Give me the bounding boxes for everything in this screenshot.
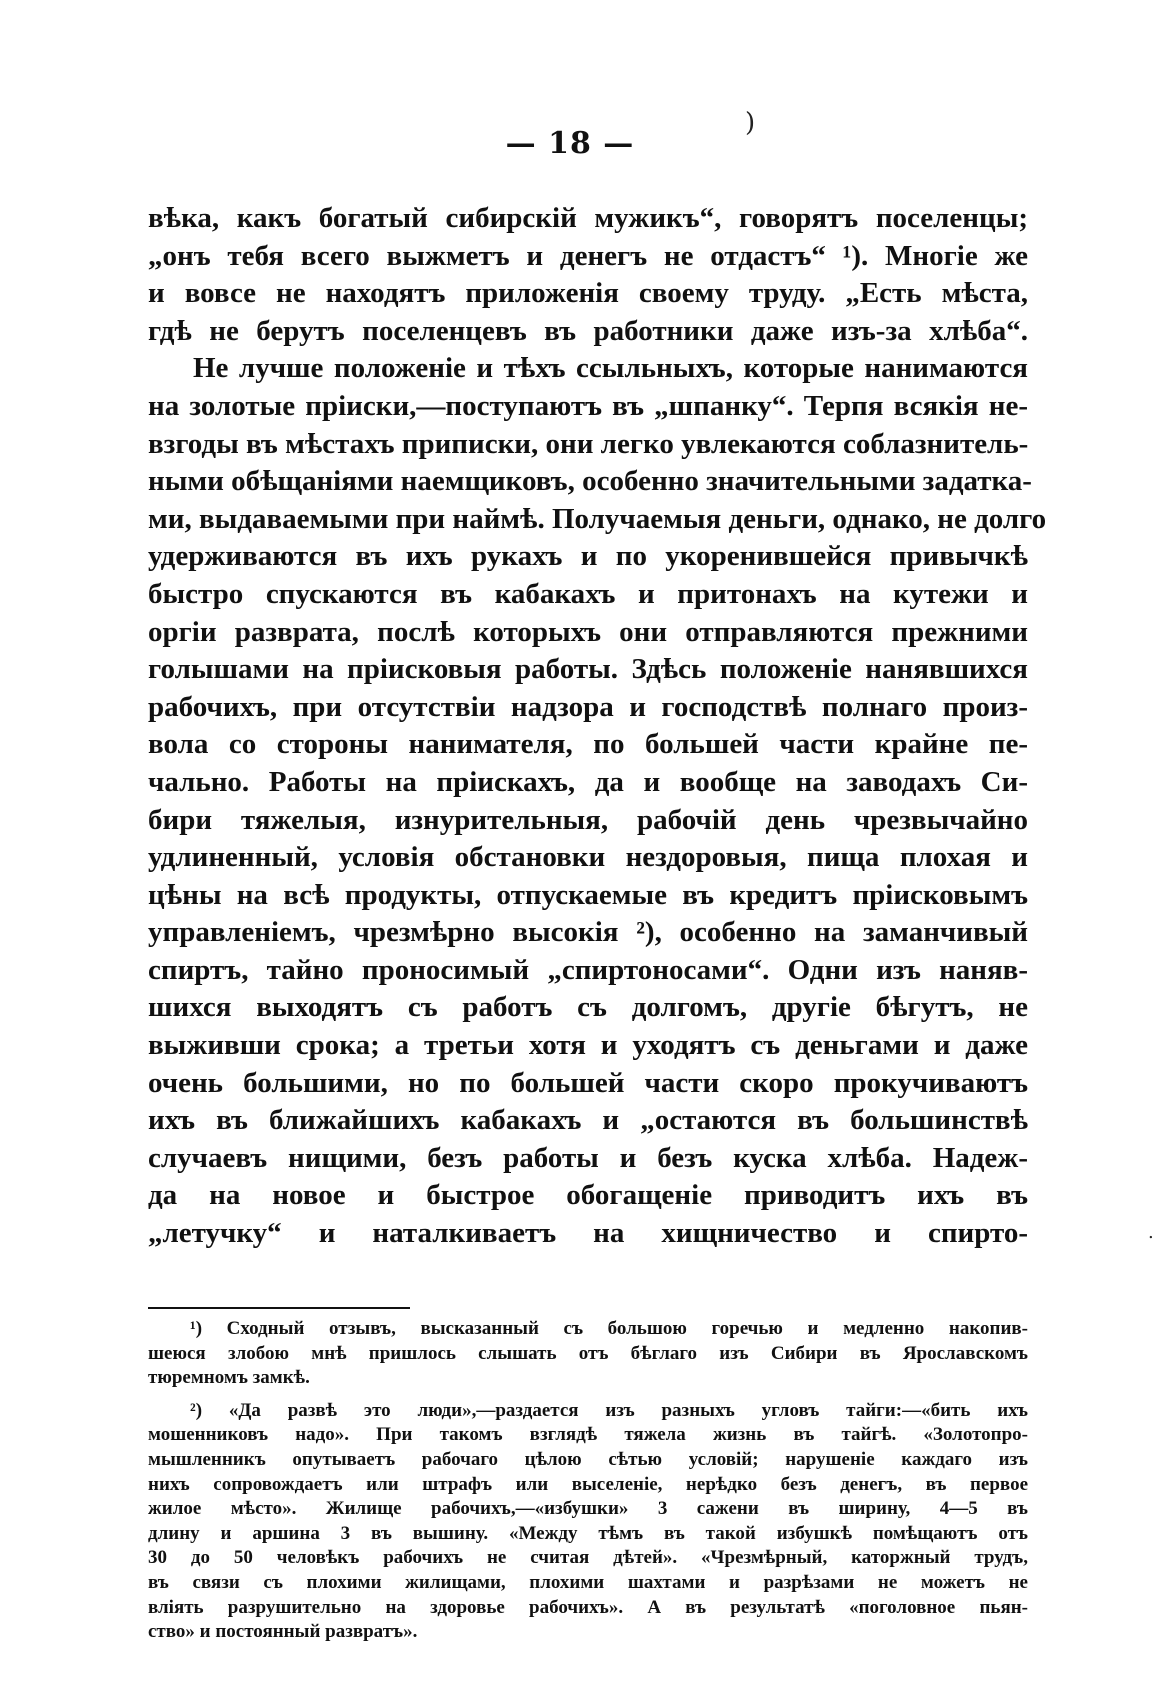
text-line: чально. Работы на пріискахъ, да и вообще на заводахъ Си- bbox=[148, 765, 1028, 798]
text-line: гдѣ не берутъ поселенцевъ въ работники даже изъ-за хлѣба“. bbox=[148, 314, 1028, 347]
text-line: вѣка, какъ богатый сибирскій мужикъ“, говорятъ поселенцы; bbox=[148, 202, 1028, 234]
body-text bbox=[148, 200, 1047, 1253]
text-line: бири тяжелыя, изнурительныя, рабочій день чрезвычайно bbox=[148, 803, 1028, 836]
text-line: цѣны на всѣ продукты, отпускаемые въ кредитъ пріисковымъ bbox=[148, 878, 1028, 911]
footnote-1 bbox=[148, 1317, 1028, 1391]
footnote-line: 30 до 50 человѣкъ рабочихъ не считая дѣтей». «Чрезмѣрный, каторжный трудъ, bbox=[148, 1547, 1028, 1569]
text-line: удлиненный, условія обстановки нездоровыя, пища плохая и bbox=[148, 841, 1028, 874]
footnotes bbox=[148, 1317, 1028, 1645]
text-line: управленіемъ, чрезмѣрно высокія ²), особенно на заманчивый bbox=[148, 916, 1028, 949]
text-line: выживши срока; а третьи хотя и уходятъ съ деньгами и даже bbox=[148, 1029, 1028, 1062]
text-line: вола со стороны нанимателя, по большей части крайне пе- bbox=[148, 728, 1028, 761]
footnote-divider bbox=[148, 1307, 410, 1309]
text-line: быстро спускаются въ кабакахъ и притонахъ на кутежи и bbox=[148, 577, 1028, 610]
text-line: ными обѣщаніями наемщиковъ, особенно значительными задатка- bbox=[148, 465, 1032, 498]
text-line: шихся выходятъ съ работъ съ долгомъ, другіе бѣгутъ, не bbox=[148, 991, 1028, 1024]
footnote-2 bbox=[148, 1399, 1028, 1645]
footnote-line: ство» и постоянный развратъ». bbox=[148, 1621, 418, 1643]
text-line: на золотые пріиски,—поступаютъ въ „шпанку“. Терпя всякія не- bbox=[148, 389, 1028, 422]
text-line: удерживаются въ ихъ рукахъ и по укоренившейся привычкѣ bbox=[148, 540, 1028, 573]
text-line: „летучку“ и наталкиваетъ на хищничество и спирто- bbox=[148, 1217, 1028, 1250]
footnote-line: вліять разрушительно на здоровье рабочихъ». А въ результатѣ «поголовное пьян- bbox=[148, 1596, 1028, 1618]
footnote-line: жилое мѣсто». Жилище рабочихъ,—«избушки» 3 сажени въ ширину, 4—5 въ bbox=[148, 1498, 1028, 1520]
margin-dot: . bbox=[1148, 1222, 1154, 1243]
footnote-line: мошенниковъ надо». При такомъ взглядѣ тяжела жизнь въ тайгѣ. «Золотопро- bbox=[148, 1424, 1028, 1446]
text-line: ихъ въ ближайшихъ кабакахъ и „остаются въ большинствѣ bbox=[148, 1104, 1028, 1137]
text-line: ми, выдаваемыми при наймѣ. Получаемыя деньги, однако, не долго bbox=[148, 502, 1047, 535]
text-line: рабочихъ, при отсутствіи надзора и господствѣ полнаго произ- bbox=[148, 690, 1028, 723]
footnote-line: длину и аршина 3 въ вышину. «Между тѣмъ въ такой избушкѣ помѣщаютъ отъ bbox=[148, 1522, 1028, 1544]
text-line: спиртъ, тайно проносимый „спиртоносами“. Одни изъ наняв- bbox=[148, 953, 1028, 986]
footnote-line: тюремномъ замкѣ. bbox=[148, 1367, 310, 1389]
footnote-line: въ связи съ плохими жилищами, плохими шахтами и разрѣзами не можетъ не bbox=[148, 1571, 1028, 1593]
text-line: случаевъ нищими, безъ работы и безъ куска хлѣба. Надеж- bbox=[148, 1141, 1028, 1174]
footnote-line: нихъ сопровождаетъ или штрафъ или выселеніе, нерѣдко безъ денегъ, въ первое bbox=[148, 1473, 1028, 1495]
text-line: и вовсе не находятъ приложенія своему труду. „Есть мѣста, bbox=[148, 277, 1028, 310]
footnote-gap bbox=[148, 1391, 1028, 1399]
page-number: — 18 — bbox=[505, 126, 635, 161]
text-line: очень большими, но по большей части скоро прокучиваютъ bbox=[148, 1066, 1028, 1099]
text-line: взгоды въ мѣстахъ приписки, они легко увлекаются соблазнитель- bbox=[148, 427, 1029, 460]
text-line: да на новое и быстрое обогащеніе приводитъ ихъ въ bbox=[148, 1179, 1028, 1212]
text-line: Не лучше положеніе и тѣхъ ссыльныхъ, которые нанимаются bbox=[193, 352, 1028, 385]
text-line: голышами на пріисковыя работы. Здѣсь положеніе нанявшихся bbox=[148, 653, 1028, 686]
text-line: „онъ тебя всего выжметъ и денегъ не отдастъ“ ¹). Многіе же bbox=[148, 239, 1028, 272]
footnote-line: ²) «Да развѣ это люди»,—раздается изъ разныхъ угловъ тайги:—«бить ихъ bbox=[190, 1399, 1028, 1421]
footnote-line: мышленникъ опутываетъ рабочаго цѣлою сѣтью условій; нарушеніе каждаго изъ bbox=[148, 1448, 1028, 1470]
margin-mark: ) bbox=[745, 108, 756, 138]
footnote-line: шеюся злобою мнѣ пришлось слышать отъ бѣглаго изъ Сибири въ Ярославскомъ bbox=[148, 1342, 1028, 1364]
text-line: оргіи разврата, послѣ которыхъ они отправляются прежними bbox=[148, 615, 1028, 648]
footnote-line: ¹) Сходный отзывъ, высказанный съ большою горечью и медленно накопив- bbox=[190, 1318, 1028, 1339]
